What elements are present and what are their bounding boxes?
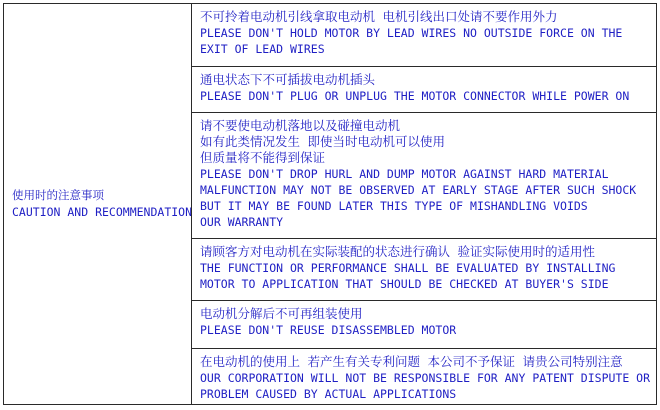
row-text-en: OUR CORPORATION WILL NOT BE RESPONSIBLE FOR ANY PATENT DISPUTE OR bbox=[200, 371, 651, 385]
caution-row-plug bbox=[192, 66, 656, 112]
row-text-en: THE FUNCTION OR PERFORMANCE SHALL BE EVALUATED BY INSTALLING bbox=[200, 261, 616, 275]
row-text-en: PLEASE DON'T DROP HURL AND DUMP MOTOR AGAINST HARD MATERIAL bbox=[200, 167, 609, 181]
row-text-zh: 通电状态下不可插拔电动机插头 bbox=[200, 72, 376, 87]
row-text-zh: 但质量将不能得到保证 bbox=[200, 150, 326, 165]
row-text-en: MOTOR TO APPLICATION THAT SHOULD BE CHECKED AT BUYER'S SIDE bbox=[200, 277, 609, 291]
row-text-zh: 请不要使电动机落地以及碰撞电动机 bbox=[200, 118, 401, 133]
row-text-en: BUT IT MAY BE FOUND LATER THIS TYPE OF MISHANDLING VOIDS bbox=[200, 199, 588, 213]
caution-row-lead-wires bbox=[192, 4, 656, 66]
row-text-en: PLEASE DON'T PLUG OR UNPLUG THE MOTOR CONNECTOR WHILE POWER ON bbox=[200, 89, 630, 103]
row-text-en: OUR WARRANTY bbox=[200, 215, 284, 229]
row-text-en: PROBLEM CAUSED BY ACTUAL APPLICATIONS bbox=[200, 387, 457, 401]
row-text-zh: 在电动机的使用上 若产生有关专利问题 本公司不予保证 请贵公司特别注意 bbox=[200, 354, 623, 369]
row-text-zh: 如有此类情况发生 即使当时电动机可以使用 bbox=[200, 134, 446, 149]
row-text-en: PLEASE DON'T REUSE DISASSEMBLED MOTOR bbox=[200, 323, 457, 337]
row-text-en: MALFUNCTION MAY NOT BE OBSERVED AT EARLY STAGE AFTER SUCH SHOCK bbox=[200, 183, 637, 197]
caution-label-en: CAUTION AND RECOMMENDATION bbox=[12, 205, 193, 219]
row-text-zh: 不可拎着电动机引线拿取电动机 电机引线出口处请不要作用外力 bbox=[200, 9, 558, 24]
caution-row-evaluate bbox=[192, 238, 656, 300]
row-text-zh: 电动机分解后不可再组装使用 bbox=[200, 306, 363, 321]
caution-rows bbox=[191, 3, 657, 405]
row-text-en: EXIT OF LEAD WIRES bbox=[200, 42, 325, 56]
caution-row-drop bbox=[192, 112, 656, 238]
caution-row-patent bbox=[192, 348, 656, 404]
caution-row-reuse bbox=[192, 300, 656, 348]
row-text-zh: 请顾客方对电动机在实际装配的状态进行确认 验证实际使用时的适用性 bbox=[200, 244, 596, 259]
caution-label-cell bbox=[3, 3, 191, 405]
row-text-en: PLEASE DON'T HOLD MOTOR BY LEAD WIRES NO OUTSIDE FORCE ON THE bbox=[200, 26, 623, 40]
caution-label-zh: 使用时的注意事项 bbox=[12, 188, 104, 202]
